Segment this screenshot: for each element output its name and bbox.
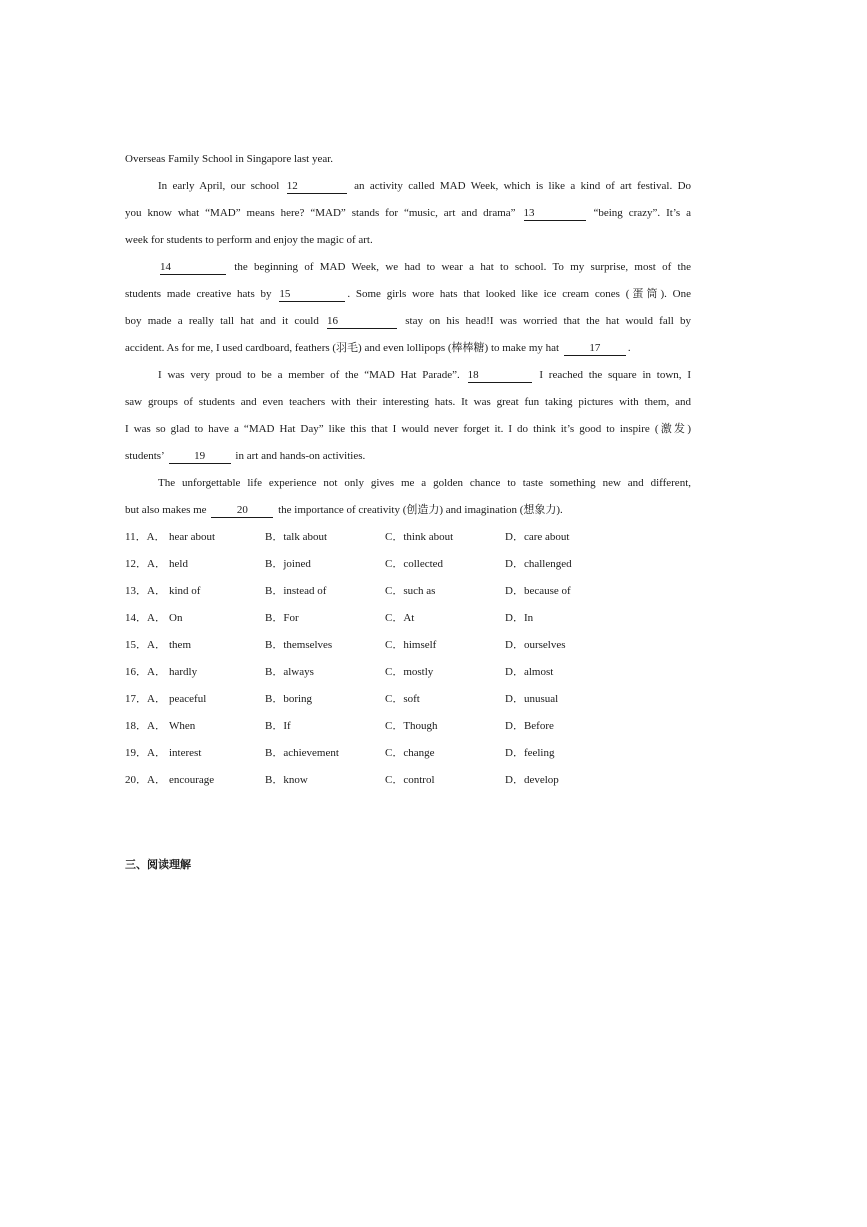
passage-text: “being crazy”. It’s a: [593, 207, 692, 219]
question-number: 12．A．: [125, 558, 166, 570]
question-number: 20．A．: [125, 774, 166, 786]
option-row-19: [125, 742, 691, 769]
option-row-17: [125, 688, 691, 715]
option-d: D．unusual: [505, 693, 559, 705]
passage-text: stay on his head!I was worried that the hat would fall by: [405, 315, 692, 327]
blank-19: 19: [169, 449, 231, 464]
option-c: C．Though: [385, 720, 438, 732]
option-b: B．themselves: [265, 639, 333, 651]
blank-16: 16: [327, 314, 397, 329]
option-c: C．think about: [385, 531, 454, 543]
option-b: B．joined: [265, 558, 311, 570]
option-d: D．almost: [505, 666, 554, 678]
blank-17: 17: [564, 341, 626, 356]
blank-12: 12: [287, 179, 347, 194]
question-number: 14．A．: [125, 612, 166, 624]
passage-text: I was very proud to be a member of the “MAD Hat Parade”.: [158, 369, 460, 381]
option-row-15: [125, 634, 691, 661]
option-c: C．control: [385, 774, 435, 786]
passage-line: [125, 175, 691, 202]
passage-line: [125, 310, 691, 337]
passage-text: . Some girls wore hats that looked like ice cream cones (蛋筒). One: [347, 288, 692, 300]
option-a: On: [169, 612, 183, 624]
section-heading: 三、阅读理解: [125, 858, 191, 871]
option-c: C．such as: [385, 585, 436, 597]
passage-line: [125, 148, 691, 175]
passage-line: [125, 229, 691, 256]
option-a: hardly: [169, 666, 198, 678]
passage-text: .: [627, 342, 631, 354]
passage-text: you know what “MAD” means here? “MAD” stands for “music, art and drama”: [125, 207, 516, 219]
option-a: held: [169, 558, 188, 570]
passage-text: in art and hands-on activities.: [235, 450, 366, 462]
option-b: B．know: [265, 774, 308, 786]
passage-line: [125, 391, 691, 418]
blank-20: 20: [211, 503, 273, 518]
option-b: B．always: [265, 666, 314, 678]
passage-line: [125, 256, 691, 283]
option-row-20: [125, 769, 691, 796]
option-row-12: [125, 553, 691, 580]
passage-text: week for students to perform and enjoy the magic of art.: [125, 234, 373, 246]
question-number: 19．A．: [125, 747, 166, 759]
blank-15: 15: [279, 287, 345, 302]
passage-text: the importance of creativity (创造力) and imagination (想象力).: [278, 504, 563, 516]
passage-line: [125, 337, 691, 364]
passage-text: I was so glad to have a “MAD Hat Day” like this that I would never forget it. I do think it’s good to inspire (激发): [125, 423, 691, 435]
passage-line: [125, 202, 691, 229]
passage-line: [125, 364, 691, 391]
passage-text: an activity called MAD Week, which is like a kind of art festival. Do: [354, 180, 692, 192]
passage-text: but also makes me: [125, 504, 207, 516]
passage-line: [125, 418, 691, 445]
option-d: D．feeling: [505, 747, 555, 759]
option-row-11: [125, 526, 691, 553]
option-d: D．care about: [505, 531, 570, 543]
option-b: B．achievement: [265, 747, 339, 759]
passage-text: I reached the square in town, I: [539, 369, 691, 381]
option-a: hear about: [169, 531, 216, 543]
cloze-passage: [125, 148, 691, 796]
option-a: peaceful: [169, 693, 207, 705]
passage-line: [125, 445, 691, 472]
blank-13: 13: [524, 206, 586, 221]
question-number: 17．A．: [125, 693, 166, 705]
option-c: C．collected: [385, 558, 444, 570]
option-d: D．ourselves: [505, 639, 566, 651]
option-b: B．talk about: [265, 531, 328, 543]
option-d: D．challenged: [505, 558, 572, 570]
answer-options: [125, 526, 691, 796]
passage-text: students made creative hats by: [125, 288, 272, 300]
option-a: them: [169, 639, 191, 651]
option-row-18: [125, 715, 691, 742]
passage-line: [125, 472, 691, 499]
option-b: B．boring: [265, 693, 313, 705]
question-number: 16．A．: [125, 666, 166, 678]
passage-text: saw groups of students and even teachers with their interesting hats. It was great fun taking pictures with them, and: [125, 396, 691, 408]
option-b: B．If: [265, 720, 291, 732]
passage-line: [125, 499, 691, 526]
option-a: When: [169, 720, 196, 732]
option-c: C．himself: [385, 639, 437, 651]
option-c: C．At: [385, 612, 415, 624]
passage-text: students’: [125, 450, 164, 462]
option-a: kind of: [169, 585, 201, 597]
option-d: D．because of: [505, 585, 571, 597]
blank-14: 14: [160, 260, 226, 275]
option-c: C．change: [385, 747, 435, 759]
option-a: encourage: [169, 774, 215, 786]
passage-text: The unforgettable life experience not only gives me a golden chance to taste something new and different,: [158, 477, 691, 489]
option-a: interest: [169, 747, 202, 759]
passage-text: In early April, our school: [158, 180, 280, 192]
option-b: B．instead of: [265, 585, 327, 597]
option-row-14: [125, 607, 691, 634]
option-d: D．develop: [505, 774, 559, 786]
passage-text: the beginning of MAD Week, we had to wear a hat to school. To my surprise, most of the: [234, 261, 691, 273]
passage-line: [125, 283, 691, 310]
option-row-16: [125, 661, 691, 688]
blank-18: 18: [468, 368, 532, 383]
question-number: 18．A．: [125, 720, 166, 732]
passage-text: accident. As for me, I used cardboard, feathers (羽毛) and even lollipops (棒棒糖) to make my hat: [125, 342, 560, 354]
option-c: C．soft: [385, 693, 420, 705]
option-d: D．Before: [505, 720, 554, 732]
passage-text: Overseas Family School in Singapore last year.: [125, 153, 334, 165]
question-number: 15．A．: [125, 639, 166, 651]
passage-text: boy made a really tall hat and it could: [125, 315, 319, 327]
option-b: B．For: [265, 612, 299, 624]
option-d: D．In: [505, 612, 534, 624]
option-c: C．mostly: [385, 666, 434, 678]
option-row-13: [125, 580, 691, 607]
question-number: 11．A．: [125, 531, 166, 543]
question-number: 13．A．: [125, 585, 166, 597]
